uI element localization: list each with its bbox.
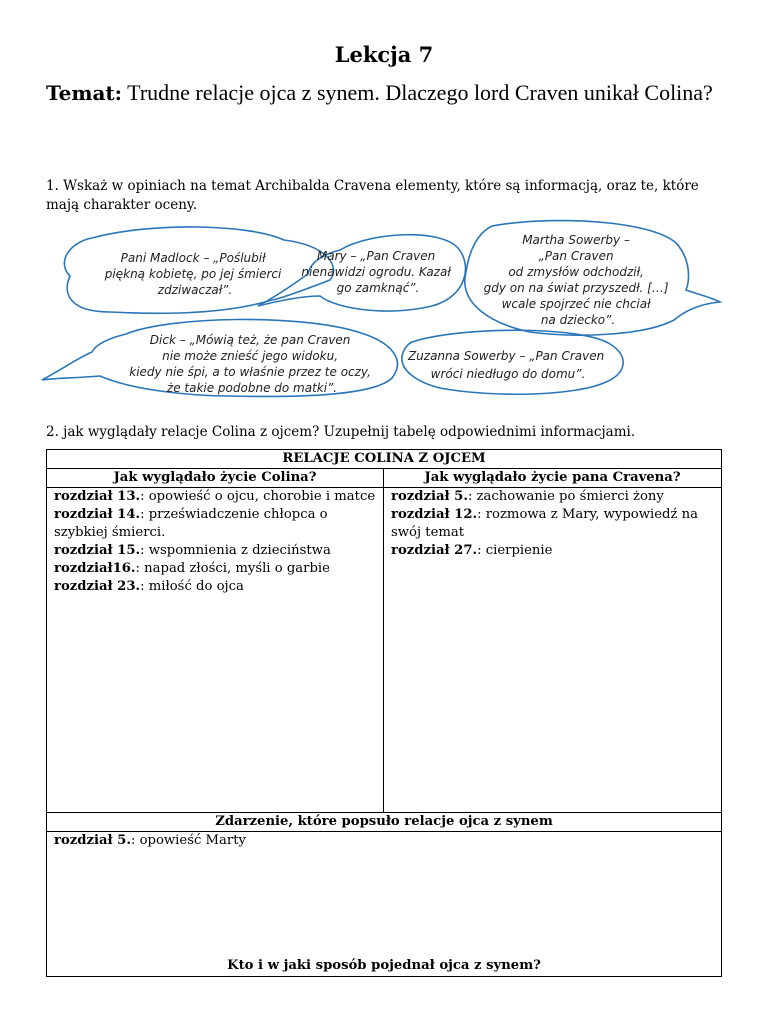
bubble-martha-line-5: wcale spojrzeć nie chciał (501, 297, 651, 311)
bubble-martha-line-4: gdy on na świat przyszedł. […] (483, 281, 669, 295)
colin-entry: rozdział 15.: wspomnienia z dzieciństwa (54, 543, 331, 558)
colin-entry: rozdział 14.: przeświadczenie chłopca o szybkiej śmierci. (54, 507, 328, 540)
relations-table (46, 449, 722, 977)
bubble-martha-line-3: od zmysłów odchodził, (508, 265, 644, 279)
bubble-dick-line-2: nie może znieść jego widoku, (162, 349, 339, 363)
bubble-mary-line-2: nienawidzi ogrodu. Kazał (301, 265, 451, 279)
bubble-mary-line-1: Mary – „Pan Craven (316, 249, 436, 263)
craven-entry: rozdział 12.: rozmowa z Mary, wypowiedź na swój temat (391, 507, 698, 540)
bubble-madlock (104, 251, 285, 297)
craven-entry: rozdział 5.: zachowanie po śmierci żony (391, 489, 664, 504)
colin-life-cell[interactable] (47, 488, 384, 813)
event-entry: rozdział 5.: opowieść Marty (54, 833, 246, 848)
task-1-instruction: 1. Wskaż w opiniach na temat Archibalda Cravena elementy, które są informacją, oraz te, które mają charakter oceny. (46, 178, 699, 213)
topic-label: Temat: (46, 81, 123, 105)
bubble-martha-line-6: na dziecko”. (540, 313, 616, 327)
craven-life-cell[interactable] (384, 488, 722, 813)
bubble-martha-line-1: Martha Sowerby – (522, 233, 630, 247)
bubble-dick-line-4: że takie podobne do matki”. (166, 381, 338, 395)
bubble-mary (301, 249, 454, 295)
bubble-zuzanna-line-2: wróci niedługo do domu”. (430, 367, 586, 381)
bubble-madlock-line-3: zdziwaczał”. (157, 283, 233, 297)
craven-entry: rozdział 27.: cierpienie (391, 543, 553, 558)
colin-entry: rozdział16.: napad złości, myśli o garbie (54, 561, 330, 576)
event-header: Zdarzenie, które popsuło relacje ojca z synem (47, 813, 722, 832)
bubble-zuzanna-line-1: Zuzanna Sowerby – „Pan Craven (407, 349, 605, 363)
event-cell[interactable] (47, 832, 722, 977)
task-2-instruction: 2. jak wyglądały relacje Colina z ojcem? Uzupełnij tabelę odpowiednimi informacjami. (46, 424, 636, 440)
lesson-title: Lekcja 7 (334, 42, 434, 67)
colin-entry: rozdział 23.: miłość do ojca (54, 579, 244, 594)
bubble-dick (129, 333, 375, 395)
table-title: RELACJE COLINA Z OJCEM (47, 450, 722, 469)
col1-header: Jak wyglądało życie Colina? (47, 469, 384, 488)
col2-header: Jak wyglądało życie pana Cravena? (384, 469, 722, 488)
bubble-martha-line-2: „Pan Craven (538, 249, 614, 263)
bubble-dick-line-1: Dick – „Mówią też, że pan Craven (149, 333, 351, 347)
bubble-dick-line-3: kiedy nie śpi, a to właśnie przez te oczy, (129, 365, 371, 379)
bubble-madlock-line-2: piękną kobietę, po jej śmierci (104, 267, 282, 281)
bubble-zuzanna (407, 349, 608, 381)
bubble-mary-line-3: go zamknąć”. (336, 281, 420, 295)
lesson-topic (46, 80, 726, 106)
bubble-madlock-line-1: Pani Madlock – „Poślubił (120, 251, 266, 265)
topic-text: Trudne relacje ojca z synem. Dlaczego lord Craven unikał Colina? (127, 80, 713, 105)
bubble-martha (484, 233, 673, 327)
reconcile-header: Kto i w jaki sposób pojednał ojca z synem? (227, 958, 541, 973)
colin-entry: rozdział 13.: opowieść o ojcu, chorobie i matce (54, 489, 376, 504)
opinion-bubbles (40, 218, 730, 414)
